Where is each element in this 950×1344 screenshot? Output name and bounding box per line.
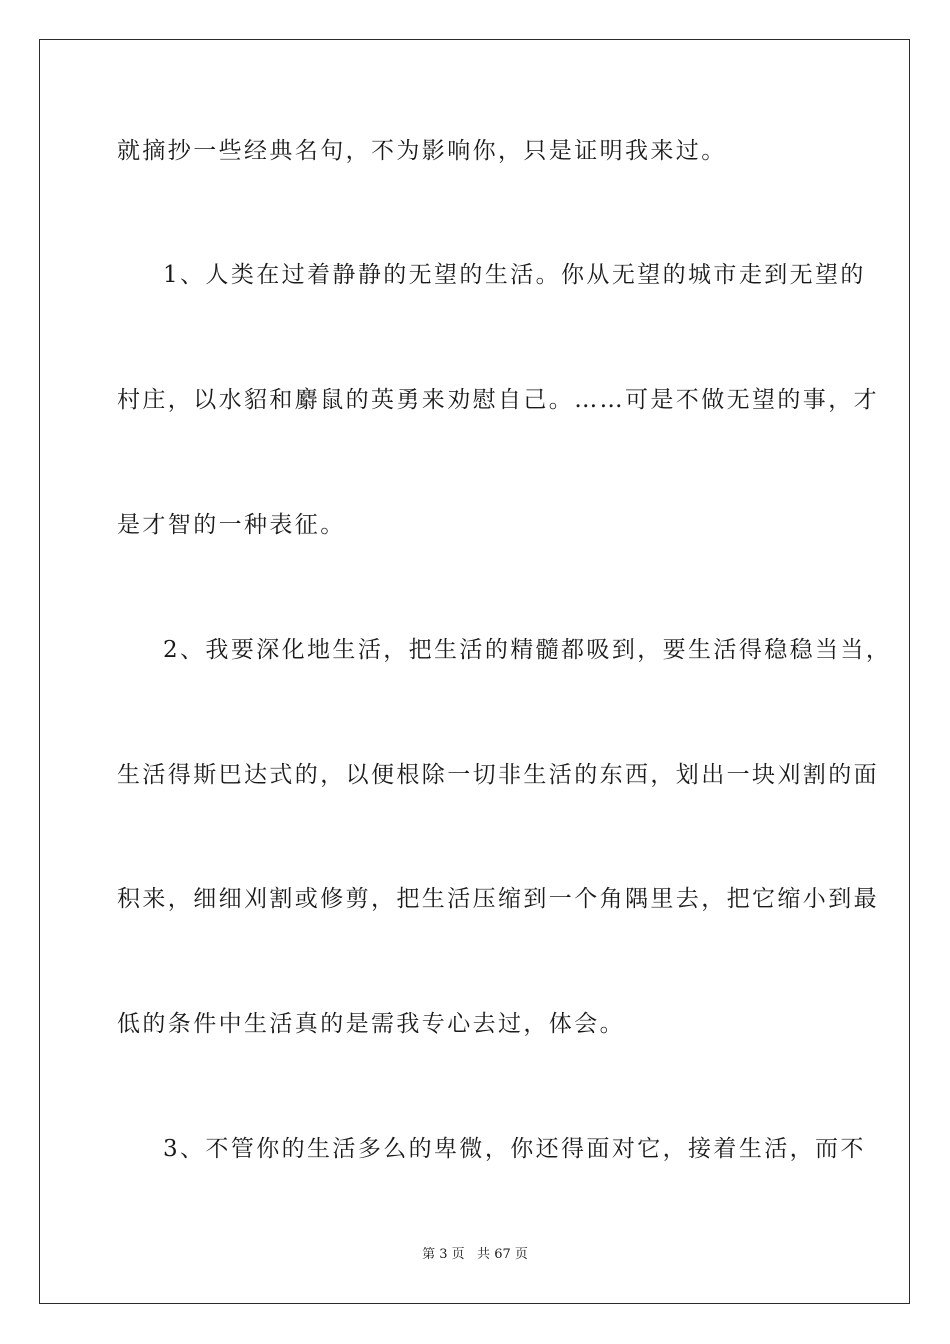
- body-line-6: 生活得斯巴达式的，以便根除一切非生活的东西，划出一块刈割的面: [117, 762, 879, 788]
- body-line-9: 3、不管你的生活多么的卑微，你还得面对它，接着生活，而不: [163, 1136, 866, 1162]
- body-line-2: 1、人类在过着静静的无望的生活。你从无望的城市走到无望的: [163, 262, 866, 288]
- body-line-5: 2、我要深化地生活，把生活的精髓都吸到，要生活得稳稳当当，: [163, 637, 892, 663]
- body-line-8: 低的条件中生活真的是需我专心去过，体会。: [117, 1011, 625, 1037]
- body-line-1: 就摘抄一些经典名句，不为影响你，只是证明我来过。: [117, 138, 727, 164]
- page-border: [39, 39, 910, 1304]
- body-line-3: 村庄，以水貂和麝鼠的英勇来劝慰自己。……可是不做无望的事，才: [117, 387, 879, 413]
- body-line-4: 是才智的一种表征。: [117, 512, 346, 538]
- body-line-7: 积来，细细刈割或修剪，把生活压缩到一个角隅里去，把它缩小到最: [117, 886, 879, 912]
- page-number-footer: 第 3 页 共 67 页: [422, 1247, 528, 1262]
